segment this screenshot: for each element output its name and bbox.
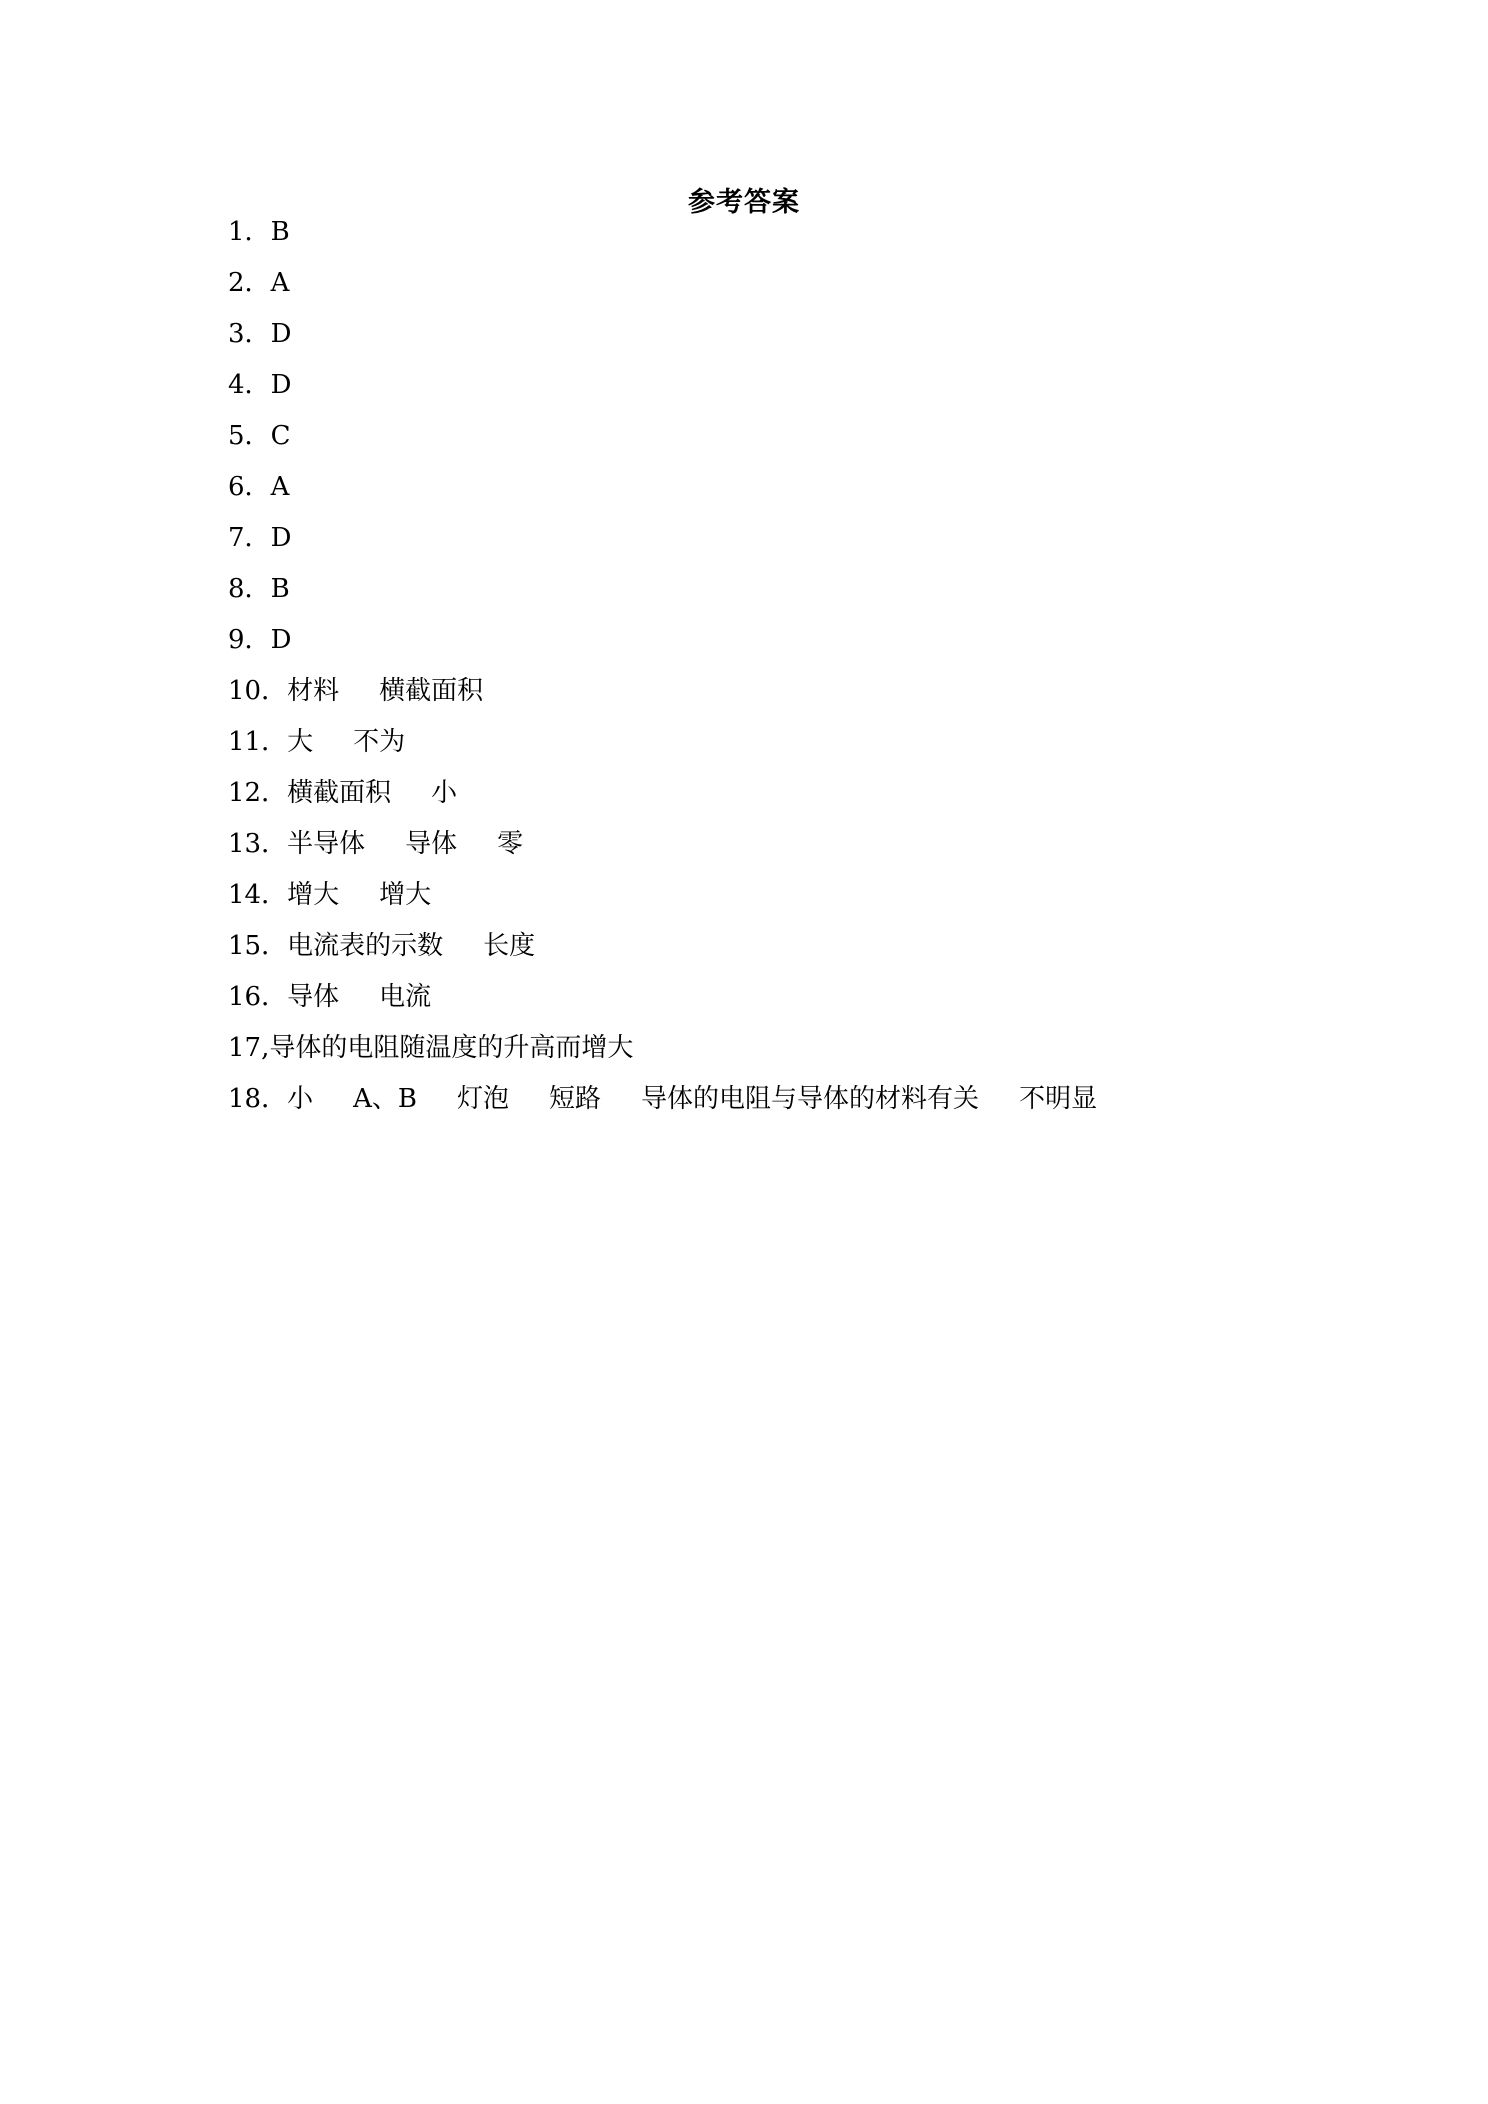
answer-separator: ． <box>244 625 271 655</box>
answer-part: 电流 <box>379 982 432 1012</box>
answer-part: 横截面积 <box>287 778 392 808</box>
answer-list <box>228 216 1097 1134</box>
answer-number: 16 <box>228 982 262 1012</box>
answer-separator: ． <box>244 268 271 298</box>
answer-part: 电流表的示数 <box>287 931 444 961</box>
answer-number: 8 <box>228 574 245 604</box>
answer-separator: ． <box>244 217 271 247</box>
answer-part: 大 <box>287 727 314 757</box>
answer-number: 13 <box>228 829 262 859</box>
answer-row <box>228 675 1097 726</box>
answer-number: 3 <box>228 319 245 349</box>
answer-row <box>228 879 1097 930</box>
answer-part: A、B <box>353 1084 418 1114</box>
answer-row <box>228 267 1097 318</box>
answer-number: 2 <box>228 268 245 298</box>
answer-part: 小 <box>431 778 458 808</box>
answer-separator: ． <box>261 1084 288 1114</box>
answer-part: 短路 <box>549 1084 602 1114</box>
answer-part: D <box>270 370 292 400</box>
answer-part: 导体 <box>287 982 340 1012</box>
answer-part: 长度 <box>483 931 536 961</box>
answer-separator: ． <box>244 472 271 502</box>
answer-part: C <box>270 421 291 451</box>
answer-part: 半导体 <box>287 829 366 859</box>
answer-row <box>228 369 1097 420</box>
answer-row <box>228 318 1097 369</box>
answer-row <box>228 624 1097 675</box>
answer-text: 17,导体的电阻随温度的升高而增大 <box>228 1033 634 1063</box>
answer-separator: ． <box>261 880 288 910</box>
answer-number: 12 <box>228 778 262 808</box>
answer-part: 增大 <box>287 880 340 910</box>
answer-part: B <box>270 217 290 247</box>
answer-row <box>228 573 1097 624</box>
answer-part: 材料 <box>287 676 340 706</box>
answer-row <box>228 828 1097 879</box>
answer-number: 6 <box>228 472 245 502</box>
answer-number: 14 <box>228 880 262 910</box>
answer-separator: ． <box>244 319 271 349</box>
answer-row <box>228 1083 1097 1134</box>
answer-row <box>228 777 1097 828</box>
answer-number: 11 <box>228 727 262 757</box>
answer-number: 10 <box>228 676 262 706</box>
answer-part: 不为 <box>353 727 406 757</box>
answer-part: B <box>270 574 290 604</box>
answer-row <box>228 471 1097 522</box>
answer-number: 5 <box>228 421 245 451</box>
answer-row <box>228 522 1097 573</box>
answer-part: A <box>270 268 290 298</box>
answer-number: 1 <box>228 217 245 247</box>
answer-separator: ． <box>261 727 288 757</box>
answer-separator: ． <box>244 523 271 553</box>
answer-part: 灯泡 <box>457 1084 510 1114</box>
answer-number: 4 <box>228 370 245 400</box>
answer-separator: ． <box>244 574 271 604</box>
answer-separator: ． <box>244 421 271 451</box>
answer-part: 小 <box>287 1084 314 1114</box>
answer-separator: ． <box>261 778 288 808</box>
answer-part: A <box>270 472 290 502</box>
answer-number: 7 <box>228 523 245 553</box>
answer-row <box>228 981 1097 1032</box>
answer-row <box>228 726 1097 777</box>
document-title: 参考答案 <box>688 187 800 218</box>
answer-separator: ． <box>261 676 288 706</box>
answer-part: 导体 <box>405 829 458 859</box>
answer-row <box>228 420 1097 471</box>
answer-part: 导体的电阻与导体的材料有关 <box>641 1084 980 1114</box>
answer-separator: ． <box>261 982 288 1012</box>
answer-separator: ． <box>244 370 271 400</box>
answer-part: 增大 <box>379 880 432 910</box>
answer-part: D <box>270 625 292 655</box>
answer-row <box>228 216 1097 267</box>
answer-part: D <box>270 523 292 553</box>
answer-part: 零 <box>497 829 524 859</box>
answer-row <box>228 1032 1097 1083</box>
answer-number: 15 <box>228 931 262 961</box>
answer-part: 不明显 <box>1019 1084 1098 1114</box>
answer-number: 18 <box>228 1084 262 1114</box>
answer-row <box>228 930 1097 981</box>
answer-part: 横截面积 <box>379 676 484 706</box>
answer-separator: ． <box>261 829 288 859</box>
answer-part: D <box>270 319 292 349</box>
answer-separator: ． <box>261 931 288 961</box>
answer-number: 9 <box>228 625 245 655</box>
